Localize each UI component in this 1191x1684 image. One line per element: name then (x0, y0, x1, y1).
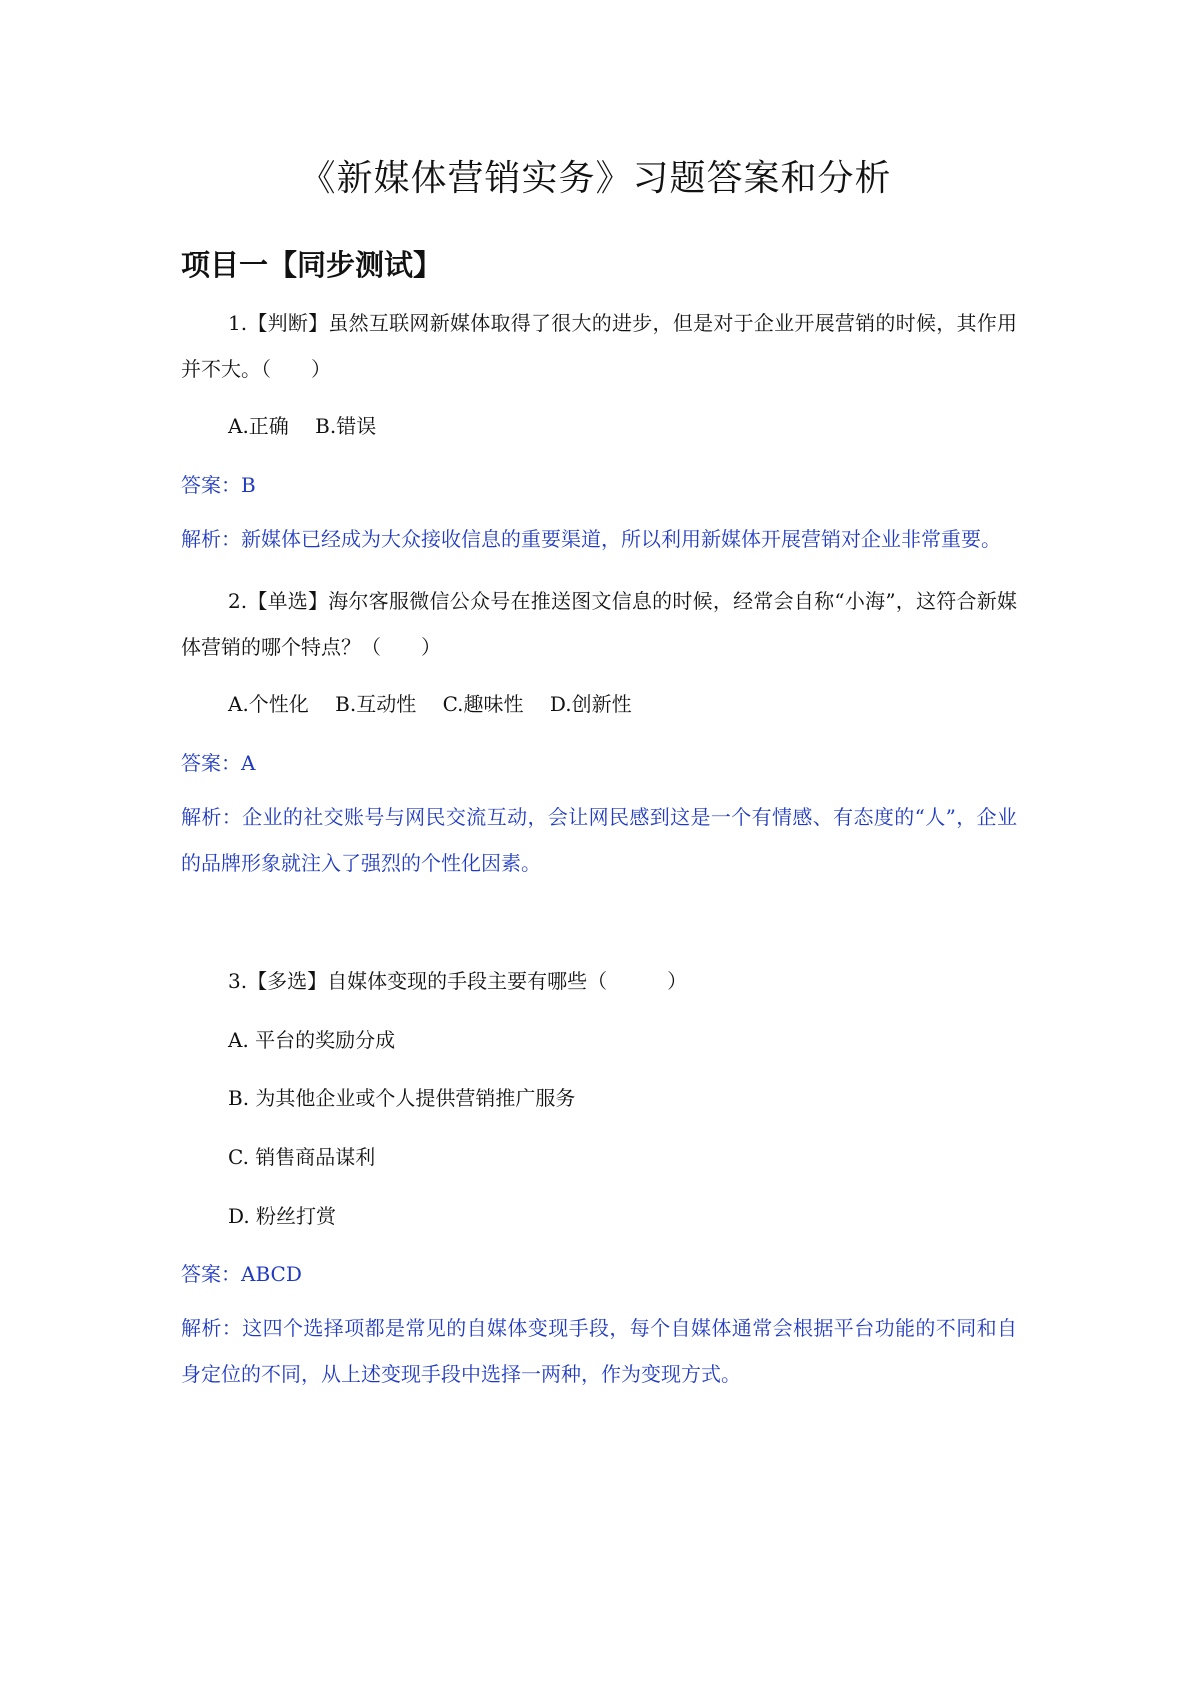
question-1-option-b: B.错误 (315, 414, 377, 438)
question-1-analysis: 解析：新媒体已经成为大众接收信息的重要渠道，所以利用新媒体开展营销对企业非常重要。 (181, 527, 1001, 551)
question-2-option-c: C.趣味性 (442, 692, 524, 716)
question-1-answer: 答案：B (181, 473, 256, 497)
question-3-option-a: A. 平台的奖励分成 (228, 1028, 396, 1052)
question-2-option-b: B.互动性 (335, 692, 417, 716)
question-3-stem: 3.【多选】自媒体变现的手段主要有哪些（ ） (228, 969, 688, 993)
question-2-answer: 答案：A (181, 751, 256, 775)
question-3-analysis: 解析：这四个选择项都是常见的自媒体变现手段，每个自媒体通常会根据平台功能的不同和自身定位的不同，从上述变现手段中选择一两种，作为变现方式。 (181, 1316, 1017, 1386)
question-2-stem: 2.【单选】海尔客服微信公众号在推送图文信息的时候，经常会自称“小海”，这符合新媒体营销的哪个特点？（ ） (181, 589, 1017, 659)
document-title: 《新媒体营销实务》习题答案和分析 (299, 158, 892, 199)
question-2-options (228, 688, 652, 717)
question-3-option-c: C. 销售商品谋利 (228, 1145, 376, 1169)
section-heading: 项目一【同步测试】 (181, 248, 443, 282)
question-3-option-d: D. 粉丝打赏 (228, 1204, 337, 1228)
question-1-stem: 1.【判断】虽然互联网新媒体取得了很大的进步，但是对于企业开展营销的时候，其作用并不大。（ ） (181, 311, 1017, 381)
question-1-option-a: A.正确 (228, 414, 289, 438)
question-1-options (228, 410, 396, 439)
question-3-answer: 答案：ABCD (181, 1262, 302, 1286)
question-2-analysis: 解析：企业的社交账号与网民交流互动，会让网民感到这是一个有情感、有态度的“人”，企业的品牌形象就注入了强烈的个性化因素。 (181, 805, 1017, 875)
question-2-option-d: D.创新性 (549, 692, 632, 716)
question-2-option-a: A.个性化 (228, 692, 309, 716)
question-3-option-b: B. 为其他企业或个人提供营销推广服务 (228, 1086, 576, 1110)
